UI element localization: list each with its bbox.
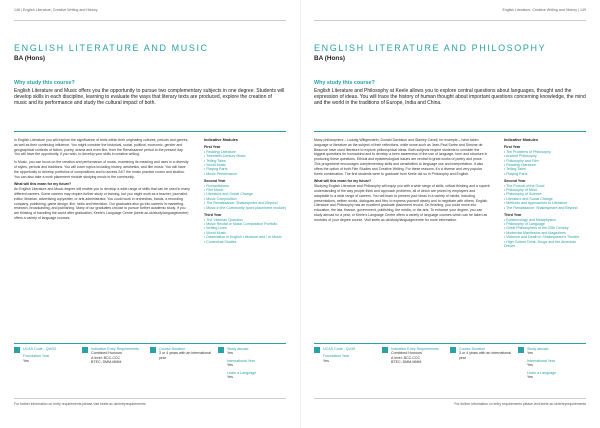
module-years [504,145,586,248]
info-square-icon [382,347,388,353]
module-item: • Methods and Approaches to Literature [504,201,568,206]
module-item: • Philosophy of Science [504,192,542,197]
page-footer: For further information on entry requirements please visit keele.ac.uk/entryrequirements [14,398,286,406]
content-columns [14,138,286,244]
info-value: Combined Honours [91,351,122,356]
info-square-icon [450,347,456,353]
info-label: UCAS Code - QV35 [323,347,355,351]
body-paragraph: In Music, you can focus on the creation and performance of music, examining its meaning and uses in a diversity of styles, periods and traditions. You will cover topics including history, aesthetics, and film music. You will have the opportunity to develop portfolios of compositions and to access 24/7 the music practice rooms and studios. You can also take a work placement module studying music in the community. [14,160,189,179]
info-cell [314,344,382,390]
module-item: • Philosophy of Language [504,221,545,226]
module-year-heading: Second Year [504,179,526,184]
info-cell-text [23,347,56,390]
info-label: Learn a Language [227,370,257,375]
modules-column [204,138,286,244]
module-year-heading: Third Year [504,213,522,218]
info-cell [218,344,286,390]
info-label: International Year [527,358,555,363]
info-value: BTEC: DMM-MMM [91,360,122,365]
modules-title: Indicative Modules [204,138,238,142]
section-divider [314,131,586,132]
module-item: • Film Music [204,188,224,193]
body-paragraphs [314,138,490,176]
module-item: • Literature and Social Change [504,196,553,201]
info-value: A level: BCC-CCC [91,355,121,360]
info-value: Yes [227,351,233,356]
module-item: • Literature and Social Change [204,192,253,197]
why-study-heading: Why study this course? [14,80,75,86]
info-square-icon [14,347,20,353]
info-square-icon [82,347,88,353]
body-paragraphs [14,138,190,179]
module-item: • Reading Literature [504,163,536,168]
module-item: • Philosophy of Mind [504,188,537,193]
body-paragraph: In English Literature you will explore the significance of texts within their originating cultures, periods and genres, as well as their continuing influence. You might consider the historical, social, political, economic, gender and geographical contexts of fiction, poetry, drama and even film, from the Renaissance period to the present day. You will have the opportunity, if you wish, to develop your skills in creative writing. [14,138,189,157]
info-cell-text [459,347,518,390]
info-label: International Year [227,358,255,363]
award-type: BA (Hons) [314,55,346,62]
info-value: Yes [527,363,533,368]
module-item: • Music Composition [204,196,237,201]
course-title: ENGLISH LITERATURE AND MUSIC [14,43,209,53]
course-intro: English Literature and Philosophy at Keele allows you to explore central questions about languages, thought and the expression of ideas. You will trace the history of human thought about important questions concerning knowledge, the mind and the world in the traditions of Europe, India and China. [314,88,586,107]
info-label: Study abroad [527,347,549,351]
module-year-heading: First Year [504,145,521,150]
module-item: • World Music [204,163,226,168]
module-item: • Violence and Death in Shakespeare's Theatre [504,235,580,240]
module-item: • Modernist Manifestos and Magazines [504,230,566,235]
info-label: Foundation Year [323,354,350,359]
info-value: BTEC: DMM-MMM [391,360,422,365]
module-item: • Great Philosophers of the 20th Century [504,226,569,231]
future-text: An English Literature and Music degree will enable you to develop a wide range of skills that can be used in many different careers. Some careers may require further study or training, but you might work as a teacher, journalist, editor, librarian, advertising copywriter, or arts administrator. You could work in orchestras, bands, a recording company, publishing, game design, film, radio and television. Our graduates also go into careers in marketing, research, broadcasting, and publishing. Many of our graduates choose to pursue further academic study. If you are thinking of travelling the world after graduation, Keele's Language Centre (keele.ac.uk/study/languagecentre) offers a variety of language courses. [14,187,190,220]
module-item: • Music Recital or Music Composition Portfolio [204,221,278,226]
info-value: A level: BCC-CCC [391,355,421,360]
course-info-bar [314,343,586,390]
info-square-icon [218,347,224,353]
info-label: Course Duration [459,347,486,351]
info-square-icon [518,347,524,353]
module-item: • The Renaissance: Shakespeare and Beyond [504,205,578,210]
info-label: Indicative Entry Requirements [391,347,439,351]
module-item: • Telling Tales [504,167,526,172]
info-cell-text [323,347,355,390]
module-item: • Ancient Philosophy [504,154,537,159]
info-value: Yes [227,375,233,380]
course-title: ENGLISH LITERATURE AND PHILOSOPHY [314,43,547,53]
info-cell [450,344,518,390]
module-item: • Contextual Studies [204,239,237,244]
info-value: Yes [323,358,329,363]
info-cell-text [91,347,139,390]
module-item: • Epistemology and Metaphysics [504,217,556,222]
main-text-column [314,138,490,248]
main-text-column [14,138,190,244]
info-label: UCAS Code - QW33 [23,347,56,351]
modules-title: Indicative Modules [504,138,538,142]
info-cell [518,344,586,390]
course-info-bar [14,343,286,390]
modules-column [504,138,586,248]
module-item: • Playing Parts [204,167,228,172]
info-value: Yes [23,358,29,363]
body-paragraph: Many philosophers – Ludwig Wittgenstein, Donald Davidson and Stanley Cavell, for example – have taken language or literature as the subject of their reflections, while some such as Jean-Paul Sartre and Simone de Beauvoir have used literature to explore philosophical ideas. Both subjects require students to consider the biggest questions for humankind and to develop a keen awareness of the use of language, form and structure in producing these questions. Ethical and epistemological issues are central to great works of poetry and prose. This programme encourages complementary skills and sensitivities to language use and interpretation. It also offers the option of both Film Studies and Creative Writing. For these reasons, it's a diverse and very popular Keele combination. The first students were to graduate from Keele did so in Philosophy and English. [314,138,488,176]
info-label: Indicative Entry Requirements [91,347,139,351]
info-value: Yes [527,375,533,380]
right-page [300,0,600,428]
info-value: 3 or 4 years with an international year [159,351,211,360]
info-cell-text [391,347,439,390]
info-cell-text [159,347,218,390]
info-cell [14,344,82,390]
module-item: • High Culture Drink, Drugs and the American Dream [504,239,577,248]
page-header: English Literature, Creative Writing and History | 149 [314,0,586,21]
info-label: Study abroad [227,347,249,351]
module-item: • Twentieth-Century Music [204,154,246,159]
info-square-icon [314,347,320,353]
module-item: • Dissertation in English Literature and / or Music [204,235,282,240]
content-columns [314,138,586,248]
award-type: BA (Hons) [14,55,46,62]
info-cell [82,344,150,390]
module-item: • The Pursuit of the Good [504,183,545,188]
info-value: Combined Honours [391,351,422,356]
why-study-heading: Why study this course? [314,80,375,86]
module-item: • Romanticisms [204,183,229,188]
module-item: • Music Performance [204,171,238,176]
info-value: Yes [227,363,233,368]
module-item: • The Victorian Question [204,217,243,222]
module-year-heading: Third Year [204,213,222,218]
info-label: Foundation Year [23,354,50,359]
info-label: Learn a Language [527,370,557,375]
module-year-heading: First Year [204,145,221,150]
page-footer: For further information on entry requirements please visit keele.ac.uk/entryrequirements [314,398,586,406]
module-item: • Reading Literature [204,149,236,154]
section-divider [14,131,286,132]
info-cell-text [227,347,256,390]
module-item: • Playing Parts [504,171,528,176]
module-item: • Philosophy and Film [504,158,539,163]
module-item: • Telling Tales [204,158,226,163]
info-label: Course Duration [159,347,186,351]
info-value: Yes [527,351,533,356]
info-cell-text [527,347,556,390]
info-cell [150,344,218,390]
module-item: • Writing Lives [204,226,227,231]
future-heading: What will this mean for my future? [314,179,372,184]
module-item: • Ten Problems of Philosophy [504,149,551,154]
module-year-heading: Second Year [204,179,226,184]
info-cell [382,344,450,390]
module-item: • The Renaissance: Shakespeare and Beyond [204,201,278,206]
info-value: 3 or 4 years with an international year [459,351,511,360]
info-square-icon [150,347,156,353]
future-heading: What will this mean for my future? [14,182,72,187]
course-intro: English Literature and Music offers you the opportunity to pursue two complementary subjects in one degree. Students will develop skills in each discipline, learning to evaluate the ways that literary texts are produced, explore the creation of music and its performance and study the cultural impact of both. [14,88,285,107]
page-header: 148 | English Literature, Creative Writing and History [14,0,286,21]
module-item: • Music in the Community (work placement module) [204,205,286,210]
module-years [204,145,286,244]
module-item: • World Music [204,230,226,235]
future-text: Studying English Literature and Philosophy will equip you with a wide range of skills, critical thinking and a superb understanding of the way people think and approach problems, all of which are prized by employers and adaptable to a wide range of careers. You will learn to present your ideas in a variety of media, including presentations, written works, dialogues and film; to express yourself clearly and to negotiate with others. English Literature and Philosophy has an excellent graduate placement record. On finishing, you could move into education, the law, finance, government, publishing, the media, or the arts. To enhance your degree, you can study abroad for a year, or Keele's Language Centre offers a variety of language courses which can be taken as modules of your degree course. Visit keele.ac.uk/study/languagecentre for more information. [314,184,490,222]
